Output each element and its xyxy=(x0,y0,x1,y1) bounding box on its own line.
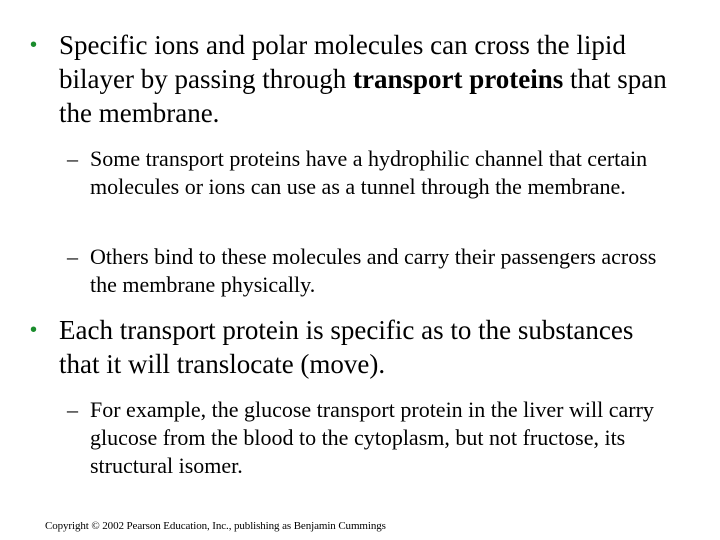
bullet-1 xyxy=(30,28,680,130)
dash-2-1: – xyxy=(67,397,78,422)
bullet-2-text: Each transport protein is specific as to the substances that it will translocate (move). xyxy=(59,315,634,379)
bullet-2 xyxy=(30,313,680,381)
subpoint-2-1 xyxy=(67,396,677,480)
dash-1-1: – xyxy=(67,146,78,171)
bullet-1-bold-term: transport proteins xyxy=(352,64,564,94)
bullet-1-text-after: that span the membrane. xyxy=(59,64,667,128)
bullet-1-text xyxy=(59,28,680,130)
bullet-1-text-before: Specific ions and polar molecules can cross the lipid bilayer by passing through xyxy=(59,30,626,94)
subpoint-1-2-text: Others bind to these molecules and carry their passengers across the membrane physically. xyxy=(90,244,657,297)
dash-1-2: – xyxy=(67,244,78,269)
subpoint-2-1-text: For example, the glucose transport protein in the liver will carry glucose from the blood to the cytoplasm, but not fructose, its structural isomer. xyxy=(90,397,654,478)
subpoint-1-1 xyxy=(67,145,677,201)
bullet-marker-2: • xyxy=(30,319,38,341)
subpoint-1-2 xyxy=(67,243,677,299)
copyright-footer: Copyright © 2002 Pearson Education, Inc., publishing as Benjamin Cummings xyxy=(45,520,386,532)
subpoint-1-1-text: Some transport proteins have a hydrophilic channel that certain molecules or ions can use as a tunnel through the membrane. xyxy=(90,146,648,199)
bullet-marker-1: • xyxy=(30,34,38,56)
